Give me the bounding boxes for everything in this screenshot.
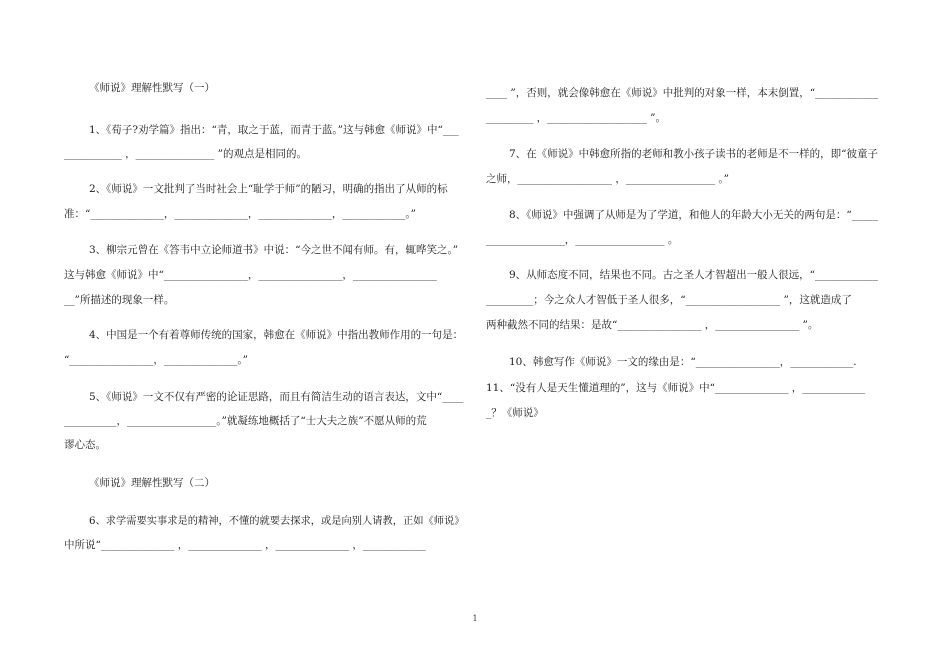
question-line: ___________ ，_______________ ”的观点是相同的。 [64,148,308,160]
question-line: 5、《师说》一文不仅有严密的论证思路，而且有简洁生动的语言表达，文中“____ [89,391,464,403]
question-line: _______________，_________________ 。 [486,234,679,246]
question-line: 谬心态。 [64,439,106,451]
question-line: __”所描述的现象一样。 [64,294,175,306]
question-line: 1、《荀子?劝学篇》指出：“青，取之于蓝，而青于蓝。”这与韩愈《师说》中“___ [89,124,459,136]
section-title: 《师说》理解性默写（二） [89,477,215,489]
question-line: _？《师说》 [486,407,544,419]
question-line: _________；今之众人才智低于圣人很多，“__________________ ”，这就造成了 [486,294,852,306]
question-line: “________________，______________。” [64,354,248,366]
question-line: 3、柳宗元曾在《答韦中立论师道书》中说：“今之世不闻有师。有，辄哗笑之。” [89,244,459,256]
page-number: 1 [472,614,478,623]
question-line: 11、“没有人是天生懂道理的”，这与《师说》中“______________ ，____________ [486,382,866,394]
question-line: 这与韩愈《师说》中“________________，________________，________________ [64,269,437,281]
question-line: 10、韩愈写作《师说》一文的缘由是：“________________，____________. [509,356,857,368]
question-line: _________ ，___________________ ”。 [486,112,667,124]
question-line: 8、《师说》中强调了从师是为了学道，和他人的年龄大小无关的两句是：“_____ [509,209,879,221]
question-line: ____ ”，否则，就会像韩愈在《师说》中批判的对象一样，本末倒置，“____________ [486,87,879,99]
question-line: 两种截然不同的结果：是故“________________ ，________________ ”。 [486,319,819,331]
question-line: 4、中国是一个有着尊师传统的国家，韩愈在《师说》中指出教师作用的一句是： [89,329,464,341]
section-title: 《师说》理解性默写（一） [89,82,215,94]
question-line: 之师，__________________ ，_________________ 。” [486,173,730,185]
question-line: 9、从师态度不同，结果也不同。古之圣人才智超出一般人很远，“____________ [509,269,879,281]
question-line: 2、《师说》一文批判了当时社会上“耻学于师”的陋习，明确的指出了从师的标 [89,183,448,195]
question-line: __________，_________________。”就凝练地概括了“士大夫之族”不愿从师的荒 [64,415,427,427]
question-line: 6、求学需要实事求是的精神，不懂的就要去探求，或是向别人请教，正如《师说》 [89,515,465,527]
question-line: 中所说“______________ ，______________ ，______________ ，____________ [64,539,426,551]
question-line: 准：“______________，______________，______________，____________。” [64,208,416,220]
question-line: 7、在《师说》中韩愈所指的老师和教小孩子读书的老师是不一样的，即“彼童子 [509,148,879,160]
